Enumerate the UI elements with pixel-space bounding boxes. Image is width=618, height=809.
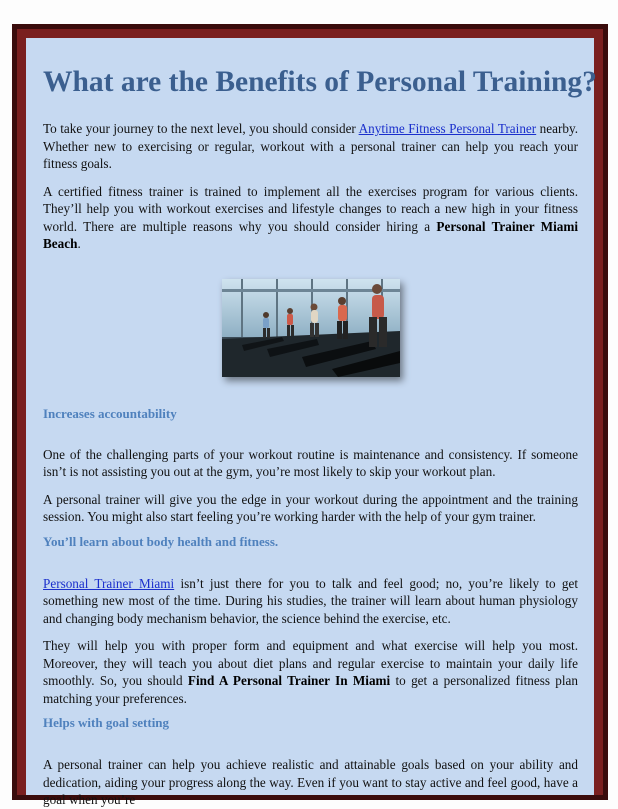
health-text-2-end: to get a personalized fitness plan matching your preferences. <box>43 673 578 706</box>
intro-text: To take your journey to the next level, you should consider <box>43 121 359 136</box>
section-heading-accountability: Increases accountability <box>43 405 177 421</box>
miami-beach-bold: Personal Trainer Miami Beach <box>43 218 578 251</box>
accountability-paragraph-2: A personal trainer will give you the edge in your workout during the appointment and the training session. You might also start feeling you’re working harder with the help of your gym trainer. <box>43 491 578 524</box>
find-trainer-bold: Find A Personal Trainer In Miami <box>187 673 391 688</box>
treadmill-gym-photo <box>222 279 400 377</box>
section-heading-health: You’ll learn about body health and fitness. <box>43 533 279 549</box>
section-heading-goals: Helps with goal setting <box>43 715 170 730</box>
health-paragraph-2 <box>43 637 578 707</box>
page-border-frame <box>12 24 608 807</box>
trainer-text-end: . <box>77 236 81 251</box>
page-title: What are the Benefits of Personal Training? <box>43 66 597 98</box>
document-page[interactable] <box>26 38 597 807</box>
health-paragraph-1 <box>43 575 578 628</box>
anytime-fitness-link[interactable]: Anytime Fitness Personal Trainer <box>358 121 537 136</box>
accountability-paragraph-1: One of the challenging parts of your workout routine is maintenance and consistency. If someone isn’t is not assisting you out at the gym, you’re most likely to skip your workout plan. <box>43 446 578 479</box>
trainer-paragraph <box>43 183 578 253</box>
page-border-inner <box>17 29 603 807</box>
goals-paragraph-1: A personal trainer can help you achieve realistic and attainable goals based on your ability and dedication, aiding your progress along the way. Even if you want to stay active and feel good, have a goal when you’re <box>43 757 578 807</box>
health-text-1: isn’t just there for you to talk and feel good; no, you’re likely to get something new most of the time. During his studies, the trainer will learn about human physiology and changing body mechanism behavior, the science behind the exercise, etc. <box>43 575 579 626</box>
trainer-text: A certified fitness trainer is trained to implement all the exercises program for various clients. They’ll help you with workout exercises and lifestyle changes to reach a new high in your fitness world. There are multiple reasons why you should consider hiring a <box>43 183 578 234</box>
intro-paragraph <box>43 120 578 173</box>
health-text-2: They will help you with proper form and equipment and what exercise will help you most. Moreover, they will teach you about diet plans and regular exercise to maintain your daily life smoothly. So, you should <box>43 638 578 688</box>
intro-text-end: nearby. Whether new to exercising or regular, workout with a personal trainer can help you reach your fitness goals. <box>43 121 578 171</box>
gym-photo-illustration <box>222 279 400 377</box>
personal-trainer-miami-link[interactable]: Personal Trainer Miami <box>43 575 175 591</box>
